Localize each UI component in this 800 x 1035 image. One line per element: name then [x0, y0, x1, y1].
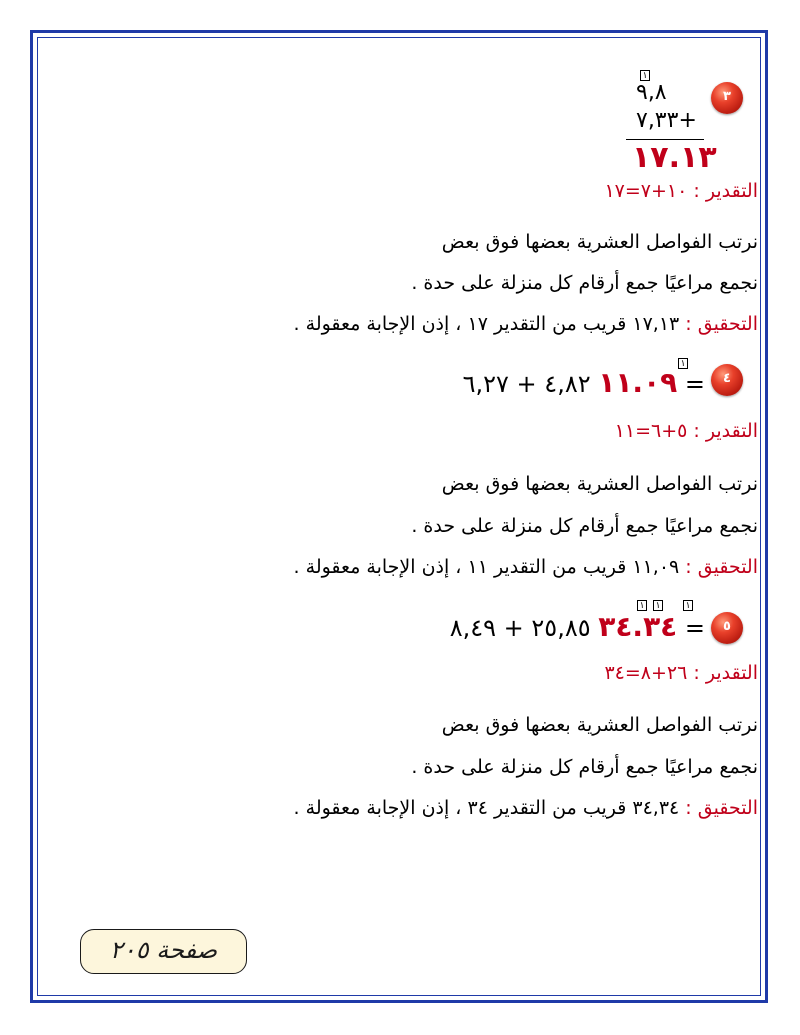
- check-text: ٣٤,٣٤ قريب من التقدير ٣٤ ، إذن الإجابة معقولة .: [293, 797, 680, 819]
- problem-5-result: ٣٤.٣٤: [598, 610, 678, 643]
- problem-4-equation: [463, 366, 705, 399]
- check-text: ١٧,١٣ قريب من التقدير ١٧ ، إذن الإجابة معقولة .: [293, 313, 680, 335]
- check-label: التحقيق :: [685, 556, 758, 578]
- problem-5-bullet-icon: [711, 612, 743, 644]
- problem-4-expression: ٤,٨٢ + ٦,٢٧ =: [462, 370, 705, 398]
- problem-5-number: ٥: [723, 619, 731, 634]
- estimate-label: التقدير :: [693, 420, 758, 442]
- problem-3-step-2: نجمع مراعيًا جمع أرقام كل منزلة على حدة .: [411, 272, 758, 294]
- carry-mark: ١: [683, 600, 693, 611]
- problem-5-check: [294, 797, 758, 819]
- problem-5-step-2: نجمع مراعيًا جمع أرقام كل منزلة على حدة .: [411, 756, 758, 778]
- problem-3-bullet-icon: [711, 82, 743, 114]
- check-label: التحقيق :: [685, 313, 758, 335]
- problem-4-result: ١١.٠٩: [598, 366, 678, 399]
- problem-3-estimate: [604, 180, 758, 202]
- problem-3-addend-top: ٩,٨: [636, 80, 667, 105]
- estimate-value: ١٠+٧=١٧: [604, 180, 688, 202]
- problem-5-estimate: [604, 662, 758, 684]
- problem-4-number: ٤: [723, 371, 731, 386]
- problem-5-step-1: نرتب الفواصل العشرية بعضها فوق بعض: [441, 714, 758, 736]
- problem-3-result: ١٧.١٣: [632, 140, 717, 175]
- estimate-label: التقدير :: [693, 662, 758, 684]
- problem-4-step-1: نرتب الفواصل العشرية بعضها فوق بعض: [441, 473, 758, 495]
- problem-4-bullet-icon: [711, 364, 743, 396]
- page-number-label: صفحة ٢٠٥: [109, 936, 218, 964]
- page-number-badge: [80, 929, 247, 974]
- problem-3-step-1: نرتب الفواصل العشرية بعضها فوق بعض: [441, 231, 758, 253]
- problem-5-equation: [450, 610, 705, 643]
- problem-3-number: ٣: [723, 89, 731, 104]
- carry-mark: ١: [653, 600, 663, 611]
- problem-3-addend-bottom: ٧,٣٣+: [636, 108, 697, 133]
- carry-mark: ١: [640, 70, 650, 81]
- problem-4-step-2: نجمع مراعيًا جمع أرقام كل منزلة على حدة .: [411, 515, 758, 537]
- check-text: ١١,٠٩ قريب من التقدير ١١ ، إذن الإجابة معقولة .: [293, 556, 680, 578]
- carry-mark: ١: [678, 358, 688, 369]
- carry-mark: ١: [637, 600, 647, 611]
- estimate-label: التقدير :: [693, 180, 758, 202]
- problem-3-check: [294, 313, 758, 335]
- problem-4-estimate: [615, 420, 758, 442]
- estimate-value: ٥+٦=١١: [614, 420, 688, 442]
- problem-4-check: [294, 556, 758, 578]
- problem-5-expression: ٢٥,٨٥ + ٨,٤٩ =: [449, 614, 705, 642]
- check-label: التحقيق :: [685, 797, 758, 819]
- estimate-value: ٢٦+٨=٣٤: [604, 662, 688, 684]
